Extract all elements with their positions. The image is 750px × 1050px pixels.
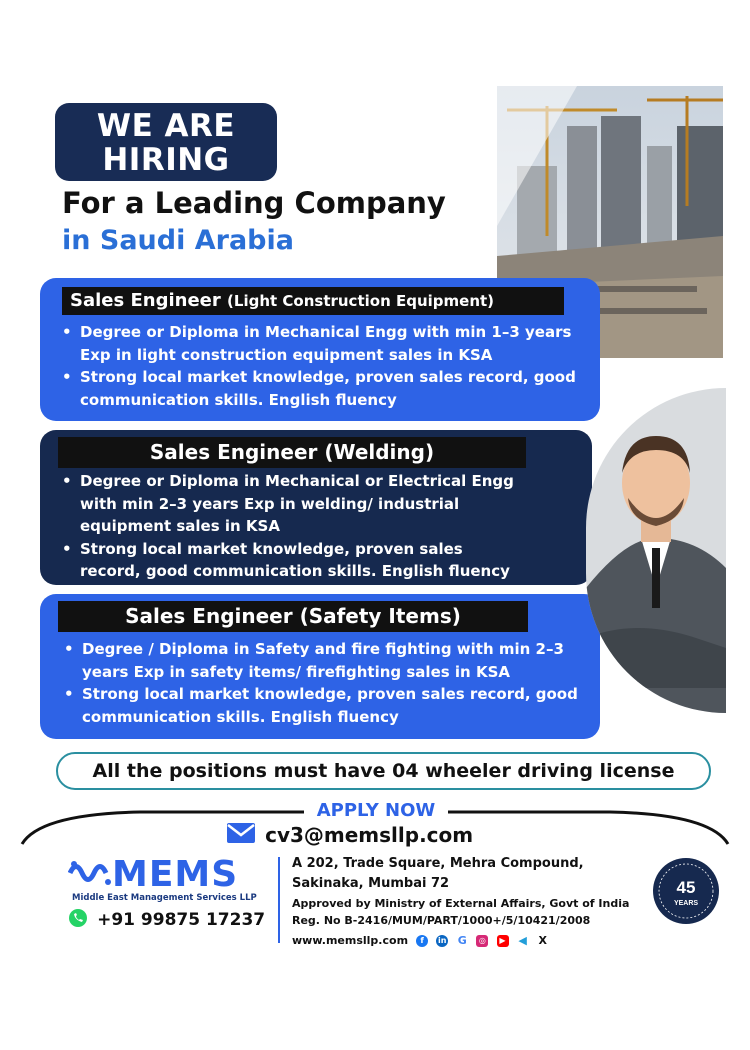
phone-row bbox=[68, 908, 265, 932]
job-title-construction bbox=[62, 287, 564, 315]
apply-now-label: APPLY NOW bbox=[304, 800, 448, 821]
license-requirement: All the positions must have 04 wheeler driving license bbox=[56, 752, 711, 790]
website-link[interactable]: www.memsllp.com bbox=[292, 934, 409, 947]
requirement-item: • Degree or Diploma in Mechanical Engg with min 1–3 years Exp in light construction equipment sales in KSA bbox=[58, 321, 588, 366]
job-title-welding: Sales Engineer (Welding) bbox=[58, 437, 526, 468]
job-card-safety bbox=[40, 594, 600, 739]
job-title-subtext: (Light Construction Equipment) bbox=[227, 292, 495, 310]
company-logo-text: MEMS bbox=[112, 854, 239, 895]
job-card-welding bbox=[40, 430, 592, 585]
email-link[interactable]: cv3@memsllp.com bbox=[265, 823, 474, 847]
requirement-item: • Degree or Diploma in Mechanical or Electrical Engg with min 2–3 years Exp in welding/ industrial equipment sales in KSA bbox=[58, 470, 528, 538]
job-title-safety: Sales Engineer (Safety Items) bbox=[58, 601, 528, 632]
job-title-text: Sales Engineer bbox=[70, 290, 221, 311]
requirement-item: • Degree / Diploma in Safety and fire fighting with min 2–3 years Exp in safety items/ firefighting sales in KSA bbox=[60, 638, 595, 683]
mail-icon bbox=[226, 822, 256, 848]
hiring-badge-line1: WE ARE bbox=[96, 108, 236, 144]
linkedin-icon[interactable]: in bbox=[438, 935, 447, 945]
anniversary-badge bbox=[652, 857, 720, 925]
hiring-badge-line2: HIRING bbox=[102, 142, 230, 178]
company-full-name: Middle East Management Services LLP bbox=[72, 893, 257, 903]
whatsapp-icon bbox=[68, 908, 88, 932]
requirements-list bbox=[58, 321, 588, 411]
email-row bbox=[226, 822, 473, 850]
requirements-list bbox=[58, 470, 528, 583]
requirement-item: • Strong local market knowledge, proven sales record, good communication skills. English fluency bbox=[58, 538, 528, 583]
registration-number: Reg. No B-2416/MUM/PART/1000+/5/10421/2008 bbox=[292, 914, 591, 927]
website-row bbox=[292, 930, 549, 949]
headline: For a Leading Company bbox=[62, 186, 446, 220]
address-line1: A 202, Trade Square, Mehra Compound, bbox=[292, 856, 584, 871]
address-line2: Sakinaka, Mumbai 72 bbox=[292, 876, 450, 891]
requirements-list bbox=[60, 638, 595, 728]
badge-number: 45 bbox=[676, 878, 696, 897]
x-icon[interactable]: X bbox=[538, 933, 547, 947]
requirement-item: • Strong local market knowledge, proven sales record, good communication skills. English fluency bbox=[58, 366, 588, 411]
facebook-icon[interactable]: f bbox=[416, 935, 428, 947]
approval-text: Approved by Ministry of External Affairs, Govt of India bbox=[292, 897, 630, 910]
badge-label: YEARS bbox=[673, 900, 699, 907]
job-card-construction bbox=[40, 278, 600, 421]
google-icon[interactable]: G bbox=[457, 933, 467, 947]
headline-location: in Saudi Arabia bbox=[62, 225, 294, 256]
phone-number[interactable]: +91 99875 17237 bbox=[97, 910, 266, 930]
businessman-photo bbox=[586, 388, 726, 713]
requirement-item: • Strong local market knowledge, proven sales record, good communication skills. English fluency bbox=[60, 683, 595, 728]
hiring-badge bbox=[55, 103, 277, 181]
youtube-icon[interactable]: ▶ bbox=[497, 935, 509, 947]
vertical-divider bbox=[278, 857, 280, 943]
instagram-icon[interactable]: ◎ bbox=[476, 935, 488, 947]
telegram-icon[interactable]: ◀ bbox=[518, 933, 527, 947]
